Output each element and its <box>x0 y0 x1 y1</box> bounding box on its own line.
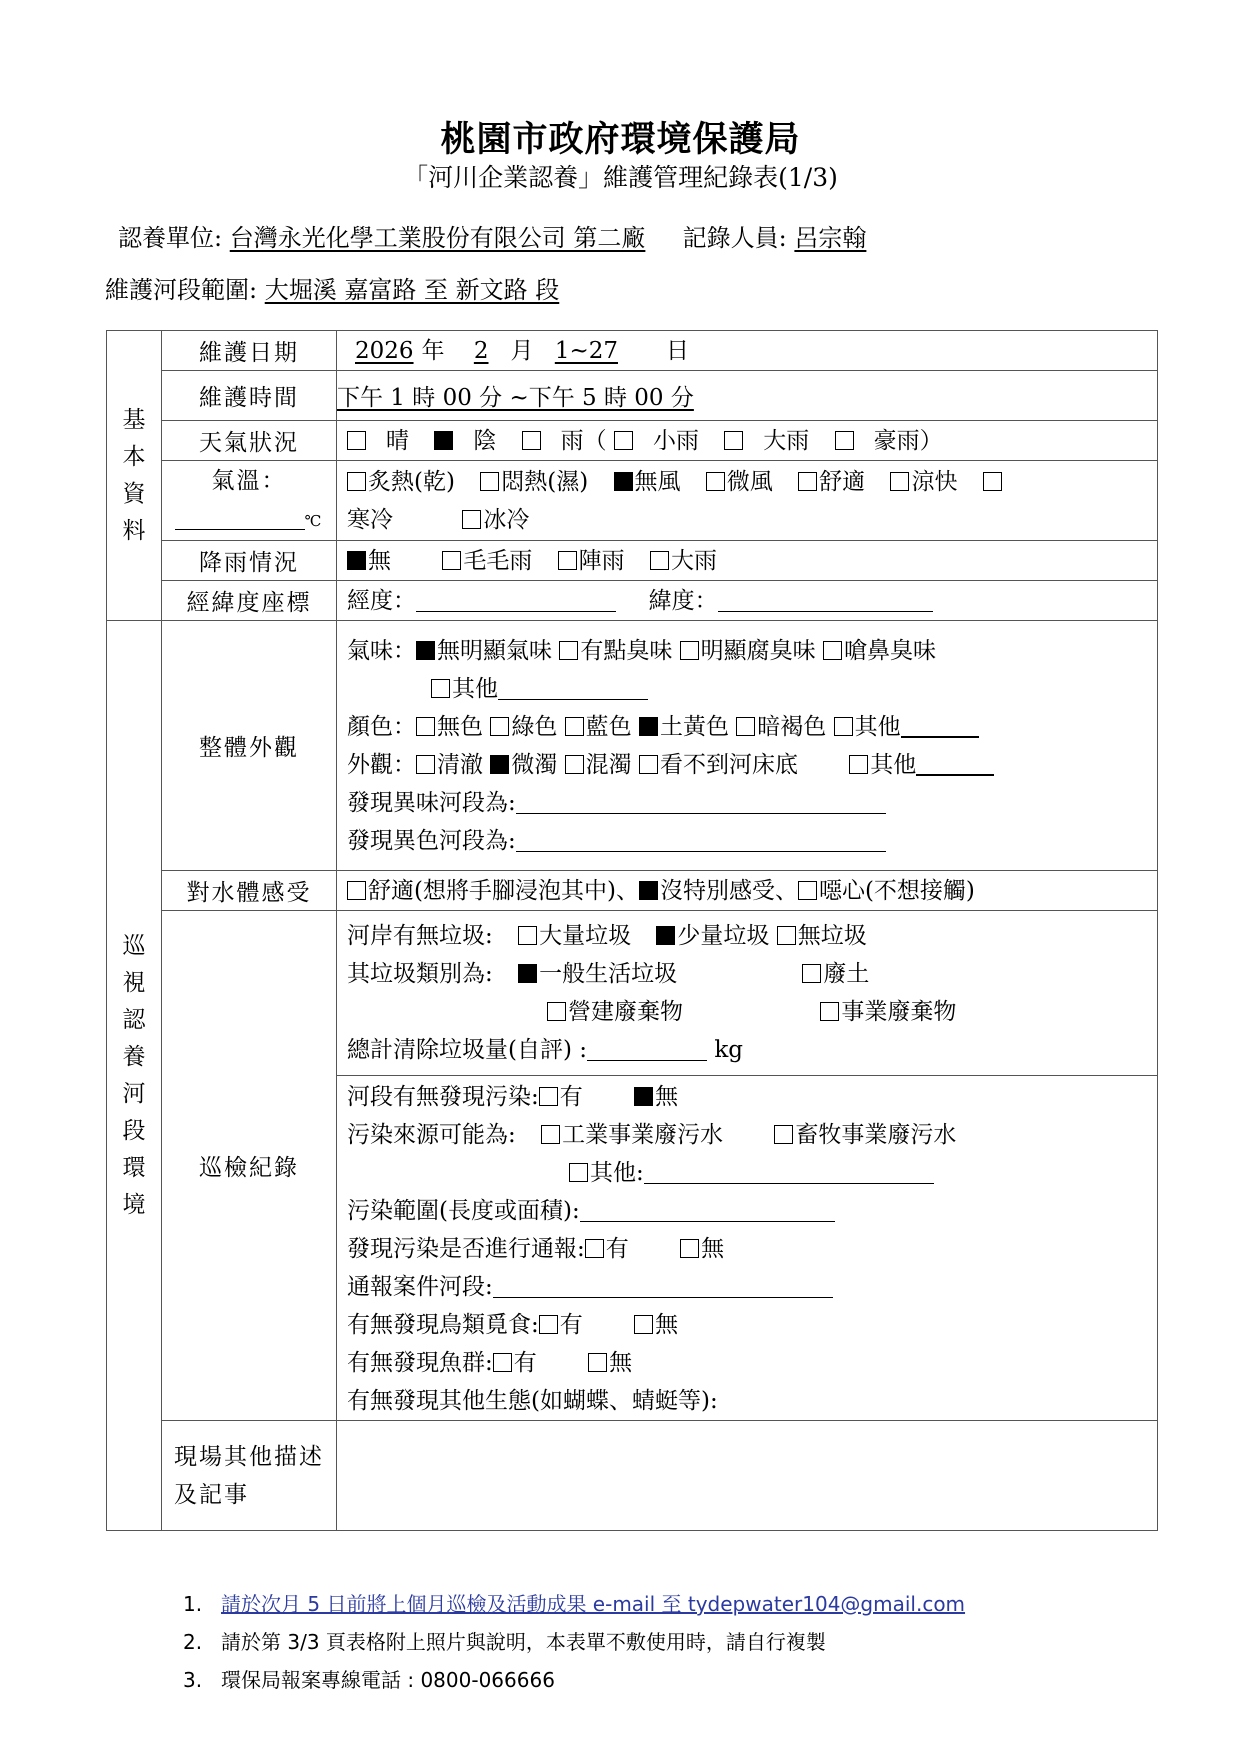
source-option-label: 其他: <box>590 1160 644 1186</box>
smell-rotten-checkbox[interactable] <box>680 641 699 660</box>
smell-option-label: 有點臭味 <box>580 637 673 664</box>
note-text: 請於第 3/3 頁表格附上照片與說明，本表單不敷使用時，請自行複製 <box>221 1630 826 1654</box>
temp-option-label: 微風 <box>726 468 773 495</box>
garbage-option-label: 大量垃圾 <box>539 923 632 949</box>
smell-option-label: 明顯腐臭味 <box>700 637 816 664</box>
time-label: 維護時間 <box>162 371 337 421</box>
rain-option-label: 無 <box>368 547 391 574</box>
coords-field <box>337 581 1158 621</box>
look-label: 外觀： <box>347 751 416 778</box>
smell-other-checkbox[interactable] <box>431 679 450 698</box>
range-label: 維護河段範圍: <box>105 276 258 304</box>
pollution-range-label: 污染範圍(長度或面積): <box>347 1198 580 1224</box>
date-label: 維護日期 <box>162 331 337 371</box>
garbage-type-option-label: 一般生活垃圾 <box>539 961 678 987</box>
temp-comfortable-checkbox[interactable] <box>798 472 817 491</box>
temp-no-wind-checkbox[interactable] <box>614 472 633 491</box>
fish-label: 有無發現魚群: <box>347 1350 493 1376</box>
page-title: 桃園市政府環境保護局 <box>440 119 801 160</box>
report-label: 發現污染是否進行通報: <box>347 1236 585 1262</box>
notes-list <box>183 1588 965 1702</box>
feeling-option-label: 噁心(不想接觸) <box>818 877 975 904</box>
latitude-input[interactable] <box>718 589 933 612</box>
weather-option-label: 雨（ <box>560 427 607 454</box>
note-number: 3. <box>183 1668 203 1692</box>
source-option-label: 工業事業廢污水 <box>562 1122 724 1148</box>
garbage-household-checkbox[interactable] <box>518 964 537 983</box>
celsius-unit: ℃ <box>304 511 324 530</box>
pollution-label: 河段有無發現污染: <box>347 1084 539 1110</box>
other-notes-label: 現場其他描述及記事 <box>162 1421 337 1531</box>
look-other-checkbox[interactable] <box>849 755 868 774</box>
recorder-value[interactable]: 呂宗翰 <box>794 224 867 252</box>
record-table <box>106 330 1158 1531</box>
note-item <box>183 1626 965 1664</box>
color-section-input[interactable] <box>516 829 886 852</box>
look-option-label: 微濁 <box>511 751 558 778</box>
color-brown-checkbox[interactable] <box>736 717 755 736</box>
temp-cold-checkbox[interactable] <box>983 472 1002 491</box>
look-slight-turbid-checkbox[interactable] <box>490 755 509 774</box>
look-turbid-checkbox[interactable] <box>565 755 584 774</box>
latitude-label: 緯度： <box>648 587 718 614</box>
smell-other-input[interactable] <box>498 677 648 700</box>
note-number: 1. <box>183 1592 203 1616</box>
rain-none-checkbox[interactable] <box>347 551 366 570</box>
weather-label: 天氣狀況 <box>162 421 337 461</box>
temperature-options <box>337 461 1158 541</box>
note-text: 環保局報案專線電話 : 0800-066666 <box>221 1668 555 1692</box>
garbage-type-option-label: 營建廢棄物 <box>568 999 683 1025</box>
report-option-label: 無 <box>701 1236 725 1262</box>
source-option-label: 畜牧事業廢污水 <box>795 1122 957 1148</box>
pollution-option-label: 無 <box>655 1084 679 1110</box>
color-section-label: 發現異色河段為: <box>347 827 516 854</box>
note-number: 2. <box>183 1630 203 1654</box>
smell-option-label: 嗆鼻臭味 <box>843 637 936 664</box>
weather-heavy-rain-checkbox[interactable] <box>724 431 743 450</box>
weather-option-label: 豪雨） <box>873 427 943 454</box>
temp-option-label: 舒適 <box>819 468 866 495</box>
weather-cloudy-checkbox[interactable] <box>434 431 453 450</box>
feeling-nothing-checkbox[interactable] <box>639 881 658 900</box>
year-unit: 年 <box>421 337 445 364</box>
feeling-label: 對水體感受 <box>162 871 337 911</box>
rain-option-label: 毛毛雨 <box>463 547 533 574</box>
total-garbage-label: 總計清除垃圾量(自評) : <box>347 1037 588 1063</box>
weather-option-label: 小雨 <box>652 427 699 454</box>
garbage-type-option-label: 廢土 <box>823 961 870 987</box>
time-value[interactable]: 下午 1 時 00 分 ~下午 5 時 00 分 <box>337 385 694 411</box>
appearance-field <box>337 621 1158 871</box>
note-item <box>183 1588 965 1626</box>
report-case-label: 通報案件河段: <box>347 1274 493 1300</box>
form-subtitle: 「河川企業認養」維護管理紀錄表(1/3) <box>403 163 838 192</box>
coords-label: 經緯度座標 <box>162 581 337 621</box>
smell-pungent-checkbox[interactable] <box>823 641 842 660</box>
color-yellow-checkbox[interactable] <box>639 717 658 736</box>
date-field[interactable] <box>337 331 1158 371</box>
color-other-input[interactable] <box>901 714 979 738</box>
date-year[interactable]: 2026 <box>355 337 414 364</box>
color-option-label: 藍色 <box>585 713 632 740</box>
weather-rain-checkbox[interactable] <box>522 431 541 450</box>
garbage-option-label: 少量垃圾 <box>677 923 770 949</box>
garbage-soil-checkbox[interactable] <box>802 964 821 983</box>
smell-none-checkbox[interactable] <box>416 641 435 660</box>
section-patrol-label: 巡視認養河段環境 <box>122 932 146 1218</box>
rain-option-label: 陣雨 <box>578 547 625 574</box>
section-basic <box>107 331 162 621</box>
source-livestock-checkbox[interactable] <box>774 1125 793 1144</box>
rain-shower-checkbox[interactable] <box>558 551 577 570</box>
look-option-label: 其他 <box>870 751 917 778</box>
look-option-label: 看不到河床底 <box>659 751 798 778</box>
birds-no-checkbox[interactable] <box>634 1315 653 1334</box>
longitude-input[interactable] <box>416 589 616 612</box>
color-none-checkbox[interactable] <box>416 717 435 736</box>
weather-option-label: 晴 <box>386 427 409 454</box>
temperature-label: 氣溫： <box>211 467 287 494</box>
report-yes-checkbox[interactable] <box>585 1239 604 1258</box>
weather-option-label: 大雨 <box>763 427 810 454</box>
month-unit: 月 <box>510 337 534 364</box>
garbage-lots-checkbox[interactable] <box>518 926 537 945</box>
temp-option-label: 悶熱(濕) <box>501 468 589 495</box>
source-other-checkbox[interactable] <box>569 1163 588 1182</box>
garbage-option-label: 無垃圾 <box>797 923 867 949</box>
birds-option-label: 無 <box>655 1312 679 1338</box>
temp-breeze-checkbox[interactable] <box>706 472 725 491</box>
look-option-label: 清澈 <box>437 751 483 778</box>
color-option-label: 無色 <box>437 713 483 740</box>
weather-light-rain-checkbox[interactable] <box>614 431 633 450</box>
color-green-checkbox[interactable] <box>490 717 509 736</box>
temp-option-label: 炙熱(乾) <box>368 468 455 495</box>
total-garbage-input[interactable] <box>587 1038 707 1061</box>
feeling-option-label: 舒適(想將手腳浸泡其中)、 <box>368 877 639 904</box>
rain-option-label: 大雨 <box>670 547 717 574</box>
look-clear-checkbox[interactable] <box>416 755 435 774</box>
report-case-input[interactable] <box>493 1275 833 1298</box>
look-no-riverbed-checkbox[interactable] <box>639 755 658 774</box>
appearance-label: 整體外觀 <box>162 621 337 871</box>
longitude-label: 經度： <box>347 587 416 614</box>
report-option-label: 有 <box>605 1236 629 1262</box>
pollution-no-checkbox[interactable] <box>634 1087 653 1106</box>
source-label: 污染來源可能為: <box>347 1122 516 1148</box>
adopter-value[interactable]: 台灣永光化學工業股份有限公司 第二廠 <box>229 224 646 252</box>
garbage-none-checkbox[interactable] <box>777 926 796 945</box>
temp-option-label: 寒冷 <box>347 506 393 533</box>
color-option-label: 綠色 <box>511 713 558 740</box>
temp-option-label: 無風 <box>634 468 681 495</box>
fish-yes-checkbox[interactable] <box>493 1353 512 1372</box>
temp-option-label: 冰冷 <box>483 506 530 533</box>
section-basic-label: 基本資料 <box>122 406 146 544</box>
smell-slight-checkbox[interactable] <box>559 641 578 660</box>
weather-options <box>337 421 1158 461</box>
rain-label: 降雨情況 <box>162 541 337 581</box>
range-line <box>105 270 559 305</box>
time-field[interactable] <box>337 371 1158 421</box>
other-notes-input[interactable] <box>337 1421 1158 1531</box>
temp-scorching-checkbox[interactable] <box>347 472 366 491</box>
date-day[interactable]: 1~27 <box>554 337 618 364</box>
recorder-label: 記錄人員: <box>682 224 787 252</box>
temperature-label-cell <box>162 461 337 541</box>
rain-drizzle-checkbox[interactable] <box>442 551 461 570</box>
garbage-little-checkbox[interactable] <box>656 926 675 945</box>
garbage-type-label: 其垃圾類別為: <box>347 961 493 987</box>
garbage-label: 河岸有無垃圾: <box>347 923 493 949</box>
range-value[interactable]: 大堀溪 嘉富路 至 新文路 段 <box>264 276 560 304</box>
smell-option-label: 無明顯氣味 <box>437 637 552 664</box>
rain-options <box>337 541 1158 581</box>
garbage-industrial-checkbox[interactable] <box>820 1002 839 1021</box>
temp-freezing-checkbox[interactable] <box>462 510 481 529</box>
birds-option-label: 有 <box>559 1312 583 1338</box>
birds-label: 有無發現鳥類覓食: <box>347 1312 539 1338</box>
temperature-input[interactable] <box>175 507 305 530</box>
record-label: 巡檢紀錄 <box>162 911 337 1421</box>
feeling-disgust-checkbox[interactable] <box>798 881 817 900</box>
eco-label: 有無發現其他生態(如蝴蝶、蜻蜓等): <box>347 1388 718 1414</box>
color-label: 顏色： <box>347 713 416 740</box>
fish-no-checkbox[interactable] <box>588 1353 607 1372</box>
pollution-range-input[interactable] <box>580 1199 835 1222</box>
feeling-comfortable-checkbox[interactable] <box>347 881 366 900</box>
rain-heavy-checkbox[interactable] <box>650 551 669 570</box>
pollution-yes-checkbox[interactable] <box>539 1087 558 1106</box>
temp-option-label: 涼快 <box>911 468 958 495</box>
source-other-input[interactable] <box>644 1161 934 1184</box>
total-garbage-unit: kg <box>714 1037 743 1063</box>
smell-option-label: 其他 <box>452 675 498 702</box>
birds-yes-checkbox[interactable] <box>539 1315 558 1334</box>
weather-option-label: 陰 <box>473 427 497 454</box>
temp-cool-checkbox[interactable] <box>890 472 909 491</box>
note-email-link[interactable]: 請於次月 5 日前將上個月巡檢及活動成果 e-mail 至 tydepwater104@gmail.com <box>221 1592 966 1616</box>
odor-section-input[interactable] <box>516 791 886 814</box>
pollution-option-label: 有 <box>559 1084 583 1110</box>
source-industrial-checkbox[interactable] <box>541 1125 560 1144</box>
note-item <box>183 1664 965 1702</box>
weather-torrential-checkbox[interactable] <box>835 431 854 450</box>
temp-muggy-checkbox[interactable] <box>480 472 499 491</box>
adopter-label: 認養單位: <box>118 224 223 252</box>
section-patrol <box>107 621 162 1531</box>
smell-label: 氣味： <box>347 637 416 664</box>
record-field <box>337 911 1158 1421</box>
fish-option-label: 有 <box>513 1350 537 1376</box>
fish-option-label: 無 <box>609 1350 633 1376</box>
weather-sunny-checkbox[interactable] <box>347 431 366 450</box>
garbage-construction-checkbox[interactable] <box>547 1002 566 1021</box>
color-option-label: 暗褐色 <box>757 713 827 740</box>
color-option-label: 其他 <box>854 713 901 740</box>
date-month[interactable]: 2 <box>473 337 489 364</box>
color-other-checkbox[interactable] <box>834 717 853 736</box>
report-no-checkbox[interactable] <box>680 1239 699 1258</box>
adopter-line <box>118 218 866 253</box>
feeling-options <box>337 871 1158 911</box>
color-option-label: 土黃色 <box>659 713 729 740</box>
feeling-option-label: 沒特別感受、 <box>659 877 798 904</box>
look-option-label: 混濁 <box>585 751 632 778</box>
odor-section-label: 發現異味河段為: <box>347 789 516 816</box>
color-blue-checkbox[interactable] <box>565 717 584 736</box>
day-unit: 日 <box>665 337 689 364</box>
garbage-type-option-label: 事業廢棄物 <box>841 999 957 1025</box>
look-other-input[interactable] <box>916 752 994 776</box>
